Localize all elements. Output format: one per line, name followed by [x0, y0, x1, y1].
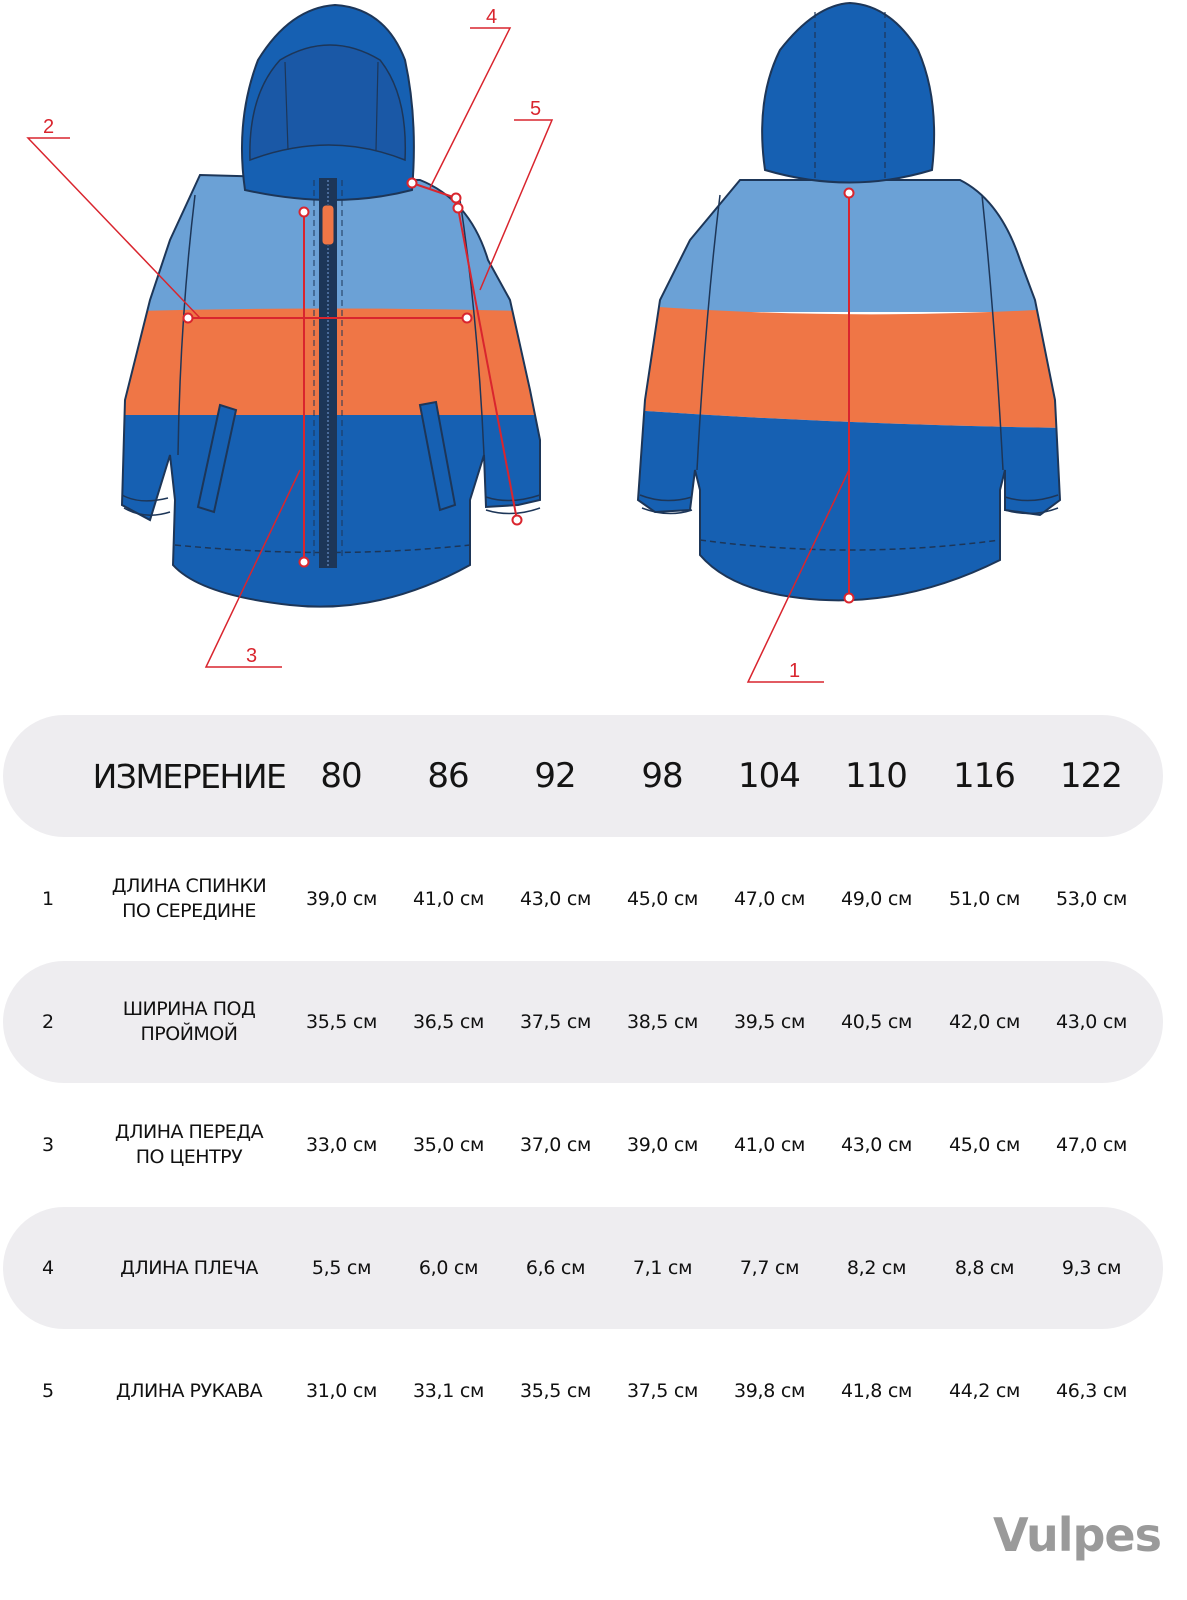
size-header-116: 116	[953, 756, 1015, 796]
measurement-label-line2: ПО СЕРЕДИНЕ	[122, 900, 256, 922]
value-cell: 35,0 см	[412, 1134, 485, 1156]
measurement-label-line1: ДЛИНА ПЛЕЧА	[120, 1256, 258, 1279]
value-cell: 39,8 см	[733, 1380, 806, 1402]
value-cell: 47,0 см	[733, 888, 806, 910]
value-cell: 35,5 см	[305, 1011, 378, 1033]
table-row	[3, 961, 1163, 1083]
measurement-label-line1: ШИРИНА ПОД	[122, 998, 256, 1020]
value-cell: 38,5 см	[626, 1011, 699, 1033]
measurement-label-line2: ПО ЦЕНТРУ	[135, 1146, 243, 1168]
annotation-2: 2	[43, 116, 55, 138]
value-cell: 7,7 см	[739, 1257, 800, 1279]
value-cell: 31,0 см	[305, 1380, 378, 1402]
value-cell: 6,0 см	[418, 1257, 479, 1279]
annotation-3: 3	[246, 645, 258, 667]
measurement-label	[91, 1084, 287, 1206]
jacket-measurement-diagram	[0, 0, 1187, 710]
size-header-104: 104	[738, 756, 800, 796]
value-cell: 40,5 см	[840, 1011, 913, 1033]
table-row	[3, 838, 1163, 960]
value-cell: 33,0 см	[305, 1134, 378, 1156]
measurement-label	[91, 1207, 287, 1329]
value-cell: 44,2 см	[948, 1380, 1021, 1402]
value-cell: 41,0 см	[733, 1134, 806, 1156]
value-cell: 41,8 см	[840, 1380, 913, 1402]
annotation-1: 1	[789, 660, 801, 682]
value-cell: 53,0 см	[1055, 888, 1128, 910]
measurement-label-line1: ДЛИНА ПЕРЕДА	[114, 1121, 264, 1143]
size-header-110: 110	[845, 756, 907, 796]
row-number: 3	[41, 1134, 55, 1156]
value-cell: 39,5 см	[733, 1011, 806, 1033]
value-cell: 47,0 см	[1055, 1134, 1128, 1156]
value-cell: 5,5 см	[311, 1257, 372, 1279]
value-cell: 8,8 см	[954, 1257, 1015, 1279]
row-number: 5	[41, 1380, 55, 1402]
value-cell: 45,0 см	[626, 888, 699, 910]
size-header-80: 80	[320, 756, 362, 796]
size-header-122: 122	[1060, 756, 1122, 796]
measurement-label	[91, 838, 287, 960]
annotation-4: 4	[486, 6, 498, 28]
value-cell: 45,0 см	[948, 1134, 1021, 1156]
value-cell: 51,0 см	[948, 888, 1021, 910]
measurement-header-label: ИЗМЕРЕНИЕ	[92, 756, 286, 796]
table-row	[3, 1207, 1163, 1329]
value-cell: 8,2 см	[846, 1257, 907, 1279]
row-number: 2	[41, 1011, 55, 1033]
measurement-label-line2: ПРОЙМОЙ	[140, 1023, 238, 1045]
size-table-header	[3, 715, 1163, 837]
value-cell: 7,1 см	[632, 1257, 693, 1279]
size-header-86: 86	[427, 756, 469, 796]
value-cell: 41,0 см	[412, 888, 485, 910]
value-cell: 39,0 см	[626, 1134, 699, 1156]
table-row	[3, 1330, 1163, 1452]
table-row	[3, 1084, 1163, 1206]
value-cell: 37,5 см	[519, 1011, 592, 1033]
value-cell: 33,1 см	[412, 1380, 485, 1402]
value-cell: 36,5 см	[412, 1011, 485, 1033]
value-cell: 42,0 см	[948, 1011, 1021, 1033]
brand-logo: Vulpes	[993, 1508, 1161, 1562]
measurement-label	[91, 1330, 287, 1452]
value-cell: 35,5 см	[519, 1380, 592, 1402]
value-cell: 43,0 см	[519, 888, 592, 910]
value-cell: 43,0 см	[840, 1134, 913, 1156]
jacket-front-view	[100, 5, 560, 635]
value-cell: 39,0 см	[305, 888, 378, 910]
annotation-5: 5	[530, 98, 542, 120]
value-cell: 37,0 см	[519, 1134, 592, 1156]
value-cell: 9,3 см	[1061, 1257, 1122, 1279]
measurement-label-line1: ДЛИНА РУКАВА	[115, 1379, 263, 1402]
measurement-label-line1: ДЛИНА СПИНКИ	[111, 875, 267, 897]
row-number: 4	[41, 1257, 55, 1279]
value-cell: 46,3 см	[1055, 1380, 1128, 1402]
size-header-92: 92	[534, 756, 576, 796]
measurement-label	[91, 961, 287, 1083]
value-cell: 49,0 см	[840, 888, 913, 910]
row-number: 1	[41, 888, 55, 910]
value-cell: 43,0 см	[1055, 1011, 1128, 1033]
size-header-98: 98	[641, 756, 683, 796]
value-cell: 6,6 см	[525, 1257, 586, 1279]
value-cell: 37,5 см	[626, 1380, 699, 1402]
